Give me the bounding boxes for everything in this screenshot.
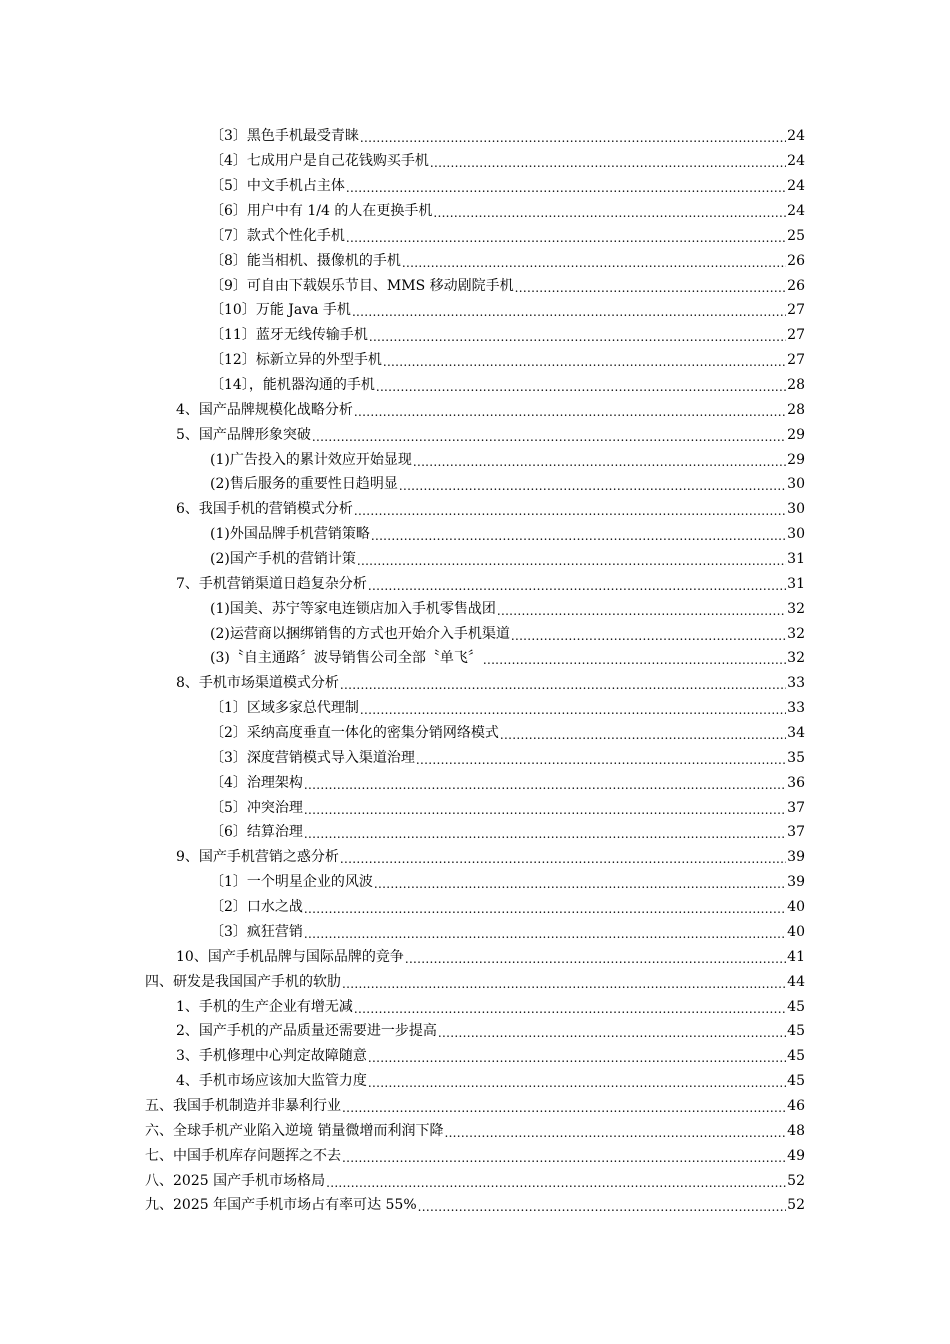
dot-leader	[360, 698, 786, 722]
toc-entry-title: 〔1〕区域多家总代理制	[210, 700, 359, 717]
toc-entry-page-number: 39	[787, 849, 805, 866]
dot-leader	[354, 997, 786, 1021]
toc-entry-title: 六、全球手机产业陷入逆境 销量微增而利润下降	[145, 1122, 444, 1139]
toc-entry[interactable]	[176, 994, 805, 1019]
toc-entry-title: 8、手机市场渠道模式分析	[176, 675, 339, 692]
toc-entry-page-number: 33	[787, 700, 805, 717]
dot-leader	[342, 1146, 786, 1170]
dot-leader	[368, 1071, 786, 1095]
toc-entry-page-number: 27	[787, 352, 805, 369]
toc-entry[interactable]	[145, 1143, 805, 1168]
toc-entry[interactable]	[210, 770, 805, 795]
toc-entry[interactable]	[145, 1168, 805, 1193]
toc-entry-page-number: 45	[787, 1023, 805, 1040]
toc-entry-page-number: 24	[787, 178, 805, 195]
toc-entry[interactable]	[176, 845, 805, 870]
dot-leader	[369, 325, 786, 349]
dot-leader	[371, 524, 786, 548]
dot-leader	[511, 624, 786, 648]
toc-entry-title: 〔4〕七成用户是自己花钱购买手机	[210, 153, 429, 170]
toc-entry[interactable]	[210, 323, 805, 348]
toc-entry-title: 9、国产手机营销之惑分析	[176, 849, 339, 866]
dot-leader	[304, 822, 786, 846]
toc-entry[interactable]	[210, 646, 805, 671]
toc-entry-page-number: 37	[787, 799, 805, 816]
toc-entry-page-number: 44	[787, 973, 805, 990]
toc-entry-page-number: 36	[787, 774, 805, 791]
dot-leader	[399, 474, 786, 498]
toc-entry-title: 九、2025 年国产手机市场占有率可达 55%	[145, 1197, 417, 1214]
dot-leader	[416, 748, 786, 772]
toc-entry-page-number: 40	[787, 923, 805, 940]
toc-entry[interactable]	[210, 522, 805, 547]
dot-leader	[304, 897, 786, 921]
toc-entry[interactable]	[210, 621, 805, 646]
toc-entry[interactable]	[176, 571, 805, 596]
toc-entry[interactable]	[176, 1069, 805, 1094]
toc-entry[interactable]	[210, 248, 805, 273]
toc-entry[interactable]	[145, 1118, 805, 1143]
dot-leader	[405, 947, 786, 971]
toc-entry[interactable]	[145, 969, 805, 994]
toc-entry-page-number: 48	[787, 1122, 805, 1139]
toc-entry-title: 10、国产手机品牌与国际品牌的竞争	[176, 948, 404, 965]
toc-entry-title: 五、我国手机制造并非暴利行业	[145, 1097, 341, 1114]
toc-entry-title: 〔5〕冲突治理	[210, 799, 303, 816]
toc-entry-page-number: 30	[787, 476, 805, 493]
toc-entry-title: 3、手机修理中心判定故障随意	[176, 1048, 367, 1065]
toc-entry-page-number: 45	[787, 998, 805, 1015]
dot-leader	[304, 773, 786, 797]
toc-entry[interactable]	[210, 795, 805, 820]
toc-entry[interactable]	[210, 447, 805, 472]
table-of-contents	[0, 124, 950, 1218]
toc-entry-page-number: 35	[787, 749, 805, 766]
dot-leader	[374, 872, 786, 896]
toc-entry[interactable]	[210, 820, 805, 845]
dot-leader	[368, 1046, 786, 1070]
dot-leader	[418, 1195, 787, 1219]
toc-entry-title: 〔7〕款式个性化手机	[210, 227, 345, 244]
toc-entry-page-number: 27	[787, 327, 805, 344]
dot-leader	[342, 972, 786, 996]
toc-entry-page-number: 24	[787, 203, 805, 219]
toc-entry-title: 2、国产手机的产品质量还需要进一步提高	[176, 1023, 437, 1040]
dot-leader	[413, 450, 786, 474]
toc-entry-page-number: 25	[787, 227, 805, 244]
dot-leader	[368, 574, 786, 598]
toc-entry[interactable]	[210, 149, 805, 174]
toc-entry-page-number: 31	[787, 551, 805, 568]
toc-entry[interactable]	[176, 1044, 805, 1069]
toc-entry-page-number: 26	[787, 277, 805, 294]
dot-leader	[304, 922, 786, 946]
toc-entry-title: (2)售后服务的重要性日趋明显	[210, 476, 398, 493]
dot-leader	[515, 276, 787, 300]
toc-entry-title: 〔3〕黑色手机最受青睐	[210, 128, 359, 145]
toc-entry-title: 6、我国手机的营销模式分析	[176, 501, 353, 518]
toc-entry-title: 〔14〕，能机器沟通的手机	[210, 377, 375, 394]
toc-entry-title: 四、研发是我国国产手机的软肋	[145, 973, 341, 990]
toc-entry[interactable]	[210, 895, 805, 920]
toc-entry-page-number: 24	[787, 153, 805, 170]
toc-entry[interactable]	[210, 348, 805, 373]
dot-leader	[376, 375, 786, 399]
dot-leader	[340, 673, 786, 697]
toc-entry[interactable]	[210, 199, 805, 224]
toc-entry[interactable]	[210, 223, 805, 248]
toc-entry[interactable]	[210, 472, 805, 497]
toc-entry-page-number: 27	[787, 302, 805, 319]
toc-entry-title: 〔9〕可自由下载娱乐节目、MMS 移动剧院手机	[210, 277, 514, 294]
toc-entry-page-number: 30	[787, 526, 805, 543]
dot-leader	[360, 126, 786, 150]
toc-entry-page-number: 24	[787, 128, 805, 145]
toc-entry[interactable]	[145, 1193, 805, 1218]
toc-entry-title: 〔6〕结算治理	[210, 824, 303, 841]
toc-entry-page-number: 33	[787, 675, 805, 692]
dot-leader	[312, 425, 786, 449]
toc-entry-title: 〔10〕万能 Java 手机	[210, 302, 351, 319]
toc-entry[interactable]	[210, 721, 805, 746]
toc-entry[interactable]	[176, 1019, 805, 1044]
toc-entry-page-number: 30	[787, 501, 805, 518]
dot-leader	[402, 251, 786, 275]
toc-entry[interactable]	[210, 596, 805, 621]
dot-leader	[346, 226, 786, 250]
toc-entry[interactable]	[210, 920, 805, 945]
toc-entry-page-number: 37	[787, 824, 805, 841]
toc-entry-title: 〔4〕治理架构	[210, 774, 303, 791]
toc-entry-title: 〔12〕标新立异的外型手机	[210, 352, 382, 369]
toc-entry[interactable]	[210, 547, 805, 572]
dot-leader	[383, 350, 786, 374]
dot-leader	[483, 648, 786, 672]
toc-entry-page-number: 52	[787, 1172, 805, 1189]
dot-leader	[500, 723, 786, 747]
toc-entry-page-number: 28	[787, 401, 805, 418]
toc-entry-title: 〔1〕一个明星企业的风波	[210, 874, 373, 891]
toc-entry-page-number: 28	[787, 377, 805, 394]
toc-entry-title: 〔2〕口水之战	[210, 899, 303, 916]
toc-entry[interactable]	[210, 298, 805, 323]
dot-leader	[352, 300, 786, 324]
toc-entry-page-number: 32	[787, 625, 805, 642]
toc-entry-title: 七、中国手机库存问题挥之不去	[145, 1147, 341, 1164]
toc-entry-page-number: 49	[787, 1147, 805, 1164]
toc-entry[interactable]	[210, 174, 805, 199]
toc-entry-title: (1)国美、苏宁等家电连锁店加入手机零售战团	[210, 600, 496, 617]
dot-leader	[346, 176, 786, 200]
dot-leader	[354, 400, 786, 424]
dot-leader	[497, 599, 786, 623]
dot-leader	[430, 151, 786, 175]
toc-entry-title: 〔3〕疯狂营销	[210, 923, 303, 940]
toc-entry-page-number: 32	[787, 650, 805, 667]
toc-entry-page-number: 31	[787, 575, 805, 592]
toc-entry[interactable]	[176, 944, 805, 969]
toc-entry-title: (1)广告投入的累计效应开始显现	[210, 451, 412, 468]
dot-leader	[342, 1096, 786, 1120]
toc-entry-title: (3)〝自主通路〞波导销售公司全部〝单飞〞	[210, 650, 482, 667]
toc-entry[interactable]	[210, 696, 805, 721]
toc-entry[interactable]	[210, 124, 805, 149]
toc-entry[interactable]	[176, 497, 805, 522]
toc-entry[interactable]	[176, 397, 805, 422]
toc-entry-page-number: 52	[787, 1197, 805, 1214]
toc-entry-page-number: 29	[787, 426, 805, 443]
toc-entry-title: 5、国产品牌形象突破	[176, 426, 311, 443]
toc-entry[interactable]	[176, 422, 805, 447]
toc-entry-page-number: 40	[787, 899, 805, 916]
toc-entry-page-number: 32	[787, 600, 805, 617]
dot-leader	[304, 798, 786, 822]
toc-entry-title: 〔5〕中文手机占主体	[210, 178, 345, 195]
toc-entry-page-number: 46	[787, 1097, 805, 1114]
toc-entry-title: (1)外国品牌手机营销策略	[210, 526, 370, 543]
toc-entry-title: 八、2025 国产手机市场格局	[145, 1172, 326, 1189]
toc-entry-title: (2)国产手机的营销计策	[210, 551, 356, 568]
dot-leader	[444, 1121, 786, 1145]
toc-entry-title: 4、国产品牌规模化战略分析	[176, 401, 353, 418]
toc-entry-page-number: 34	[787, 725, 805, 742]
toc-entry-page-number: 26	[787, 252, 805, 269]
toc-entry-title: 〔8〕能当相机、摄像机的手机	[210, 252, 401, 269]
toc-entry[interactable]	[210, 373, 805, 398]
toc-entry[interactable]	[145, 1094, 805, 1119]
dot-leader	[438, 1021, 786, 1045]
dot-leader	[354, 499, 786, 523]
toc-entry[interactable]	[210, 273, 805, 298]
toc-entry[interactable]	[210, 745, 805, 770]
dot-leader	[326, 1171, 786, 1195]
toc-entry[interactable]	[210, 870, 805, 895]
toc-entry-page-number: 41	[787, 948, 805, 965]
toc-entry-title: 1、手机的生产企业有增无减	[176, 998, 353, 1015]
dot-leader	[433, 201, 786, 225]
dot-leader	[340, 847, 786, 871]
toc-entry-title: (2)运营商以捆绑销售的方式也开始介入手机渠道	[210, 625, 510, 642]
toc-entry[interactable]	[176, 671, 805, 696]
toc-entry-title: 〔2〕采纳高度垂直一体化的密集分销网络模式	[210, 725, 499, 742]
toc-entry-title: 4、手机市场应该加大监管力度	[176, 1073, 367, 1090]
toc-entry-page-number: 29	[787, 451, 805, 468]
toc-entry-title: 〔3〕深度营销模式导入渠道治理	[210, 749, 415, 766]
toc-entry-page-number: 45	[787, 1073, 805, 1090]
toc-entry-page-number: 39	[787, 874, 805, 891]
dot-leader	[357, 549, 786, 573]
toc-entry-title: 7、手机营销渠道日趋复杂分析	[176, 575, 367, 592]
toc-entry-title: 〔6〕用户中有 1/4 的人在更换手机	[210, 203, 433, 219]
toc-entry-title: 〔11〕蓝牙无线传输手机	[210, 327, 368, 344]
toc-entry-page-number: 45	[787, 1048, 805, 1065]
